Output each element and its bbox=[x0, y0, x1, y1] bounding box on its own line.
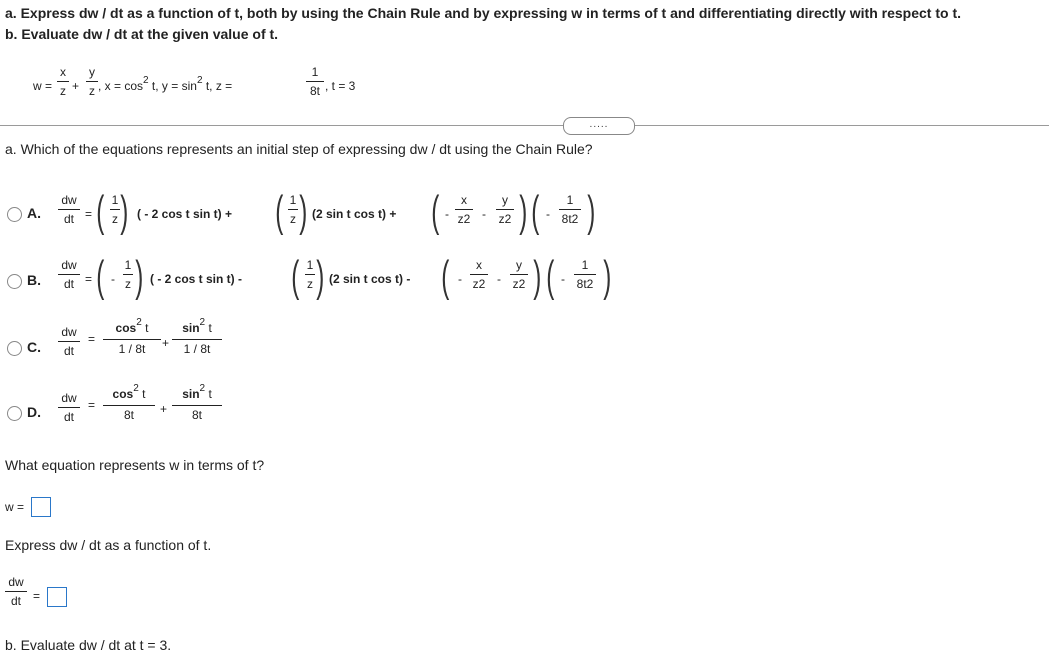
one-over-8t: 1 8t bbox=[306, 64, 324, 99]
option-b-label: B. bbox=[27, 272, 41, 288]
option-c-radio[interactable] bbox=[7, 341, 22, 356]
part-a-question: a. Which of the equations represents an initial step of expressing dw / dt using the Chain Rule? bbox=[5, 141, 593, 157]
express-question: Express dw / dt as a function of t. bbox=[5, 537, 212, 553]
dwdt-answer-input[interactable] bbox=[47, 587, 67, 607]
section-divider bbox=[0, 125, 1049, 126]
option-a-label: A. bbox=[27, 205, 41, 221]
option-d-radio[interactable] bbox=[7, 406, 22, 421]
w-equals: w = bbox=[33, 79, 53, 93]
y-over-z: y z bbox=[86, 64, 98, 99]
option-b-radio[interactable] bbox=[7, 274, 22, 289]
w-terms-question: What equation represents w in terms of t? bbox=[5, 457, 265, 473]
option-c-label: C. bbox=[27, 339, 41, 355]
instruction-b: b. Evaluate dw / dt at the given value of t. bbox=[5, 26, 279, 42]
w-label: w = bbox=[5, 500, 25, 514]
dwdt-fraction: dw dt bbox=[5, 574, 27, 609]
w-answer-input[interactable] bbox=[31, 497, 51, 517]
part-b-question: b. Evaluate dw / dt at t = 3. bbox=[5, 637, 172, 653]
option-d-label: D. bbox=[27, 404, 41, 420]
instruction-a: a. Express dw / dt as a function of t, both by using the Chain Rule and by expressing w in terms of t and differentiating directly with respect to t. bbox=[5, 5, 962, 21]
x-over-z: x z bbox=[57, 64, 69, 99]
option-a-radio[interactable] bbox=[7, 207, 22, 222]
expand-button[interactable]: ..... bbox=[563, 117, 635, 135]
